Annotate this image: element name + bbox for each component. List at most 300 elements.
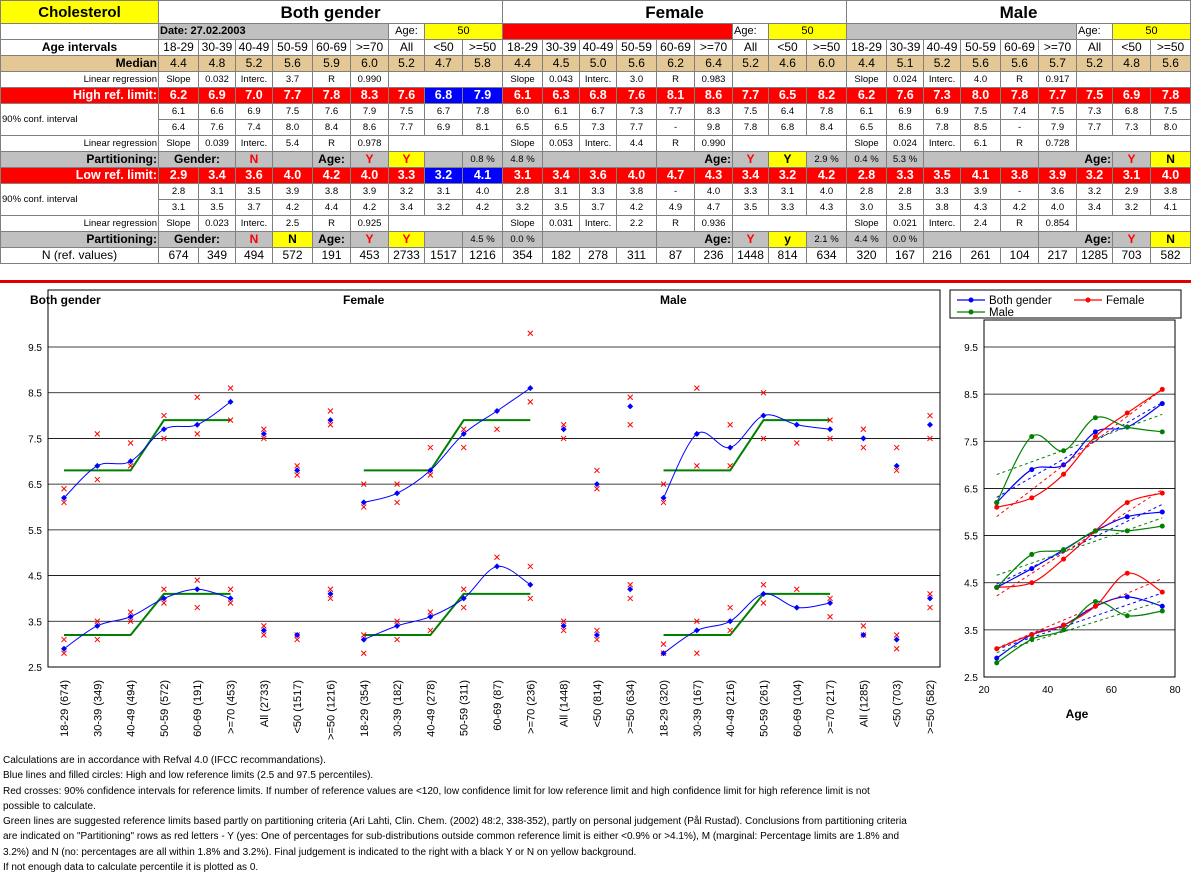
gender-value: N (236, 232, 273, 248)
median-label: Median (1, 56, 159, 72)
linreg-value: R (657, 216, 695, 232)
x-tick-label: >=70 (217) (825, 680, 838, 734)
y-tick-label: 3.5 (964, 625, 978, 637)
ci-value: 3.3 (769, 200, 807, 216)
n-value: 634 (807, 248, 847, 264)
n-value: 674 (159, 248, 199, 264)
x-tick-label: 18-29 (354) (358, 680, 371, 737)
series-marker (1160, 604, 1165, 609)
median-value: 5.1 (887, 56, 924, 72)
series-marker (1061, 623, 1066, 628)
age-part-label: Age: (657, 152, 733, 168)
low-ref-value: 3.1 (503, 168, 543, 184)
ci-value: 6.1 (847, 104, 887, 120)
series-marker (1160, 491, 1165, 496)
ci-value: 7.7 (1077, 120, 1113, 136)
ci-value: 7.9 (1039, 120, 1077, 136)
age-flag: Y (733, 232, 769, 248)
ci-value: 3.3 (580, 184, 617, 200)
series-marker (1160, 510, 1165, 515)
partitioning-label: Partitioning: (1, 152, 159, 168)
median-value: 5.2 (924, 56, 961, 72)
linreg-value: 0.039 (199, 136, 236, 152)
percent-value: 4.5 % (463, 232, 503, 248)
median-value: 4.8 (199, 56, 236, 72)
line-plot-frame (984, 320, 1175, 677)
series-marker (994, 660, 999, 665)
high-ref-value: 7.5 (1077, 88, 1113, 104)
n-value: 216 (924, 248, 961, 264)
column-header: <50 (425, 40, 463, 56)
ci-value: 3.8 (1151, 184, 1191, 200)
low-ref-value: 2.8 (847, 168, 887, 184)
n-value: 182 (543, 248, 580, 264)
linreg-label: Linear regression (1, 216, 159, 232)
median-value: 4.7 (425, 56, 463, 72)
linreg-value: Interc. (236, 216, 273, 232)
n-value: 453 (351, 248, 389, 264)
date-label: Date: 27.02.2003 (159, 24, 389, 40)
footnote-line: Calculations are in accordance with Refval 4.0 (IFCC recommandations). (3, 755, 326, 766)
series-marker (1029, 632, 1034, 637)
ci-value: 4.2 (273, 200, 313, 216)
median-value: 5.6 (617, 56, 657, 72)
n-value: 167 (887, 248, 924, 264)
ci-value: 8.5 (961, 120, 1001, 136)
x-tick-label: All (2733) (258, 680, 271, 728)
ci-value: 6.0 (503, 104, 543, 120)
age-label: Age: (1077, 24, 1113, 40)
column-header: 50-59 (273, 40, 313, 56)
column-header: <50 (769, 40, 807, 56)
median-value: 5.6 (1151, 56, 1191, 72)
ci-value: 3.6 (1039, 184, 1077, 200)
series-marker (1061, 557, 1066, 562)
median-value: 5.9 (313, 56, 351, 72)
ci-value: 7.5 (1151, 104, 1191, 120)
age-flag: Y (351, 152, 389, 168)
low-ref-value: 3.1 (1113, 168, 1151, 184)
ci-value: 6.1 (543, 104, 580, 120)
y-tick-label: 6.5 (964, 484, 978, 496)
low-ref-value: 3.2 (1077, 168, 1113, 184)
n-value: 278 (580, 248, 617, 264)
ci-value: 3.1 (199, 184, 236, 200)
ci-value: 3.3 (924, 184, 961, 200)
median-value: 5.6 (273, 56, 313, 72)
age-flag: Y (351, 232, 389, 248)
age-flag-final: y (769, 232, 807, 248)
ci-value: 3.2 (425, 200, 463, 216)
series-marker (1125, 425, 1130, 430)
ci-value: 8.3 (695, 104, 733, 120)
high-ref-value: 7.8 (1151, 88, 1191, 104)
high-ref-value: 6.2 (847, 88, 887, 104)
ci-value: 3.2 (1077, 184, 1113, 200)
high-ref-value: 7.8 (1001, 88, 1039, 104)
ci-value: - (1001, 120, 1039, 136)
percent-value: 5.3 % (887, 152, 924, 168)
n-value: 1285 (1077, 248, 1113, 264)
x-tick-label: >=70 (236) (525, 680, 538, 734)
series-marker (1125, 500, 1130, 505)
ci-value: 7.5 (1039, 104, 1077, 120)
x-tick-label: All (1285) (858, 680, 871, 728)
age-flag-final: Y (389, 232, 425, 248)
high-ref-value: 6.2 (159, 88, 199, 104)
ci-value: 7.4 (1001, 104, 1039, 120)
series-marker (1160, 590, 1165, 595)
ci-value: 3.9 (351, 184, 389, 200)
series-marker (1029, 495, 1034, 500)
column-header: >=70 (1039, 40, 1077, 56)
ci-value: 3.3 (733, 184, 769, 200)
ci-value: 7.7 (617, 120, 657, 136)
ci-value: 6.9 (425, 120, 463, 136)
legend-marker (969, 298, 974, 303)
legend-label: Both gender (989, 295, 1052, 307)
series-marker (1160, 401, 1165, 406)
ci-value: 3.1 (159, 200, 199, 216)
linreg-value: Interc. (580, 216, 617, 232)
ci-value: 2.9 (1113, 184, 1151, 200)
n-value: 191 (313, 248, 351, 264)
x-tick-label: <50 (703) (891, 680, 904, 728)
y-tick-label: 5.5 (28, 525, 42, 537)
linreg-value: 4.4 (617, 136, 657, 152)
x-tick-label: >=50 (1216) (325, 680, 338, 740)
linreg-value: Interc. (580, 136, 617, 152)
x-tick-label: 50-59 (261) (758, 680, 771, 737)
ci-value: 2.8 (887, 184, 924, 200)
ci-value: 7.5 (273, 104, 313, 120)
low-ref-value: 4.2 (313, 168, 351, 184)
ci-value: 7.5 (961, 104, 1001, 120)
median-value: 4.8 (1113, 56, 1151, 72)
y-tick-label: 7.5 (28, 434, 42, 446)
x-tick-label: All (1448) (558, 680, 571, 728)
high-ref-label: High ref. limit: (1, 88, 159, 104)
x-tick-label: >=70 (453) (225, 680, 238, 734)
linreg-value: Interc. (924, 136, 961, 152)
column-header: 60-69 (657, 40, 695, 56)
median-value: 5.6 (1001, 56, 1039, 72)
y-tick-label: 2.5 (964, 673, 978, 684)
ci-value: 7.8 (807, 104, 847, 120)
ci-value: 6.1 (159, 104, 199, 120)
column-header: >=70 (695, 40, 733, 56)
y-tick-label: 6.5 (28, 480, 42, 492)
ci-value: 4.1 (1151, 200, 1191, 216)
n-value: 104 (1001, 248, 1039, 264)
high-ref-value: 6.9 (199, 88, 236, 104)
ci-value: 6.4 (769, 104, 807, 120)
series-marker (1125, 411, 1130, 416)
linreg-value: 0.023 (199, 216, 236, 232)
footnote-line: 3.2%) and N (no: percentages are all within 1.8% and 3.2%). Final judgement is indicated to the right with a black Y or N on yellow background. (3, 846, 637, 858)
percent-value: 0.4 % (847, 152, 887, 168)
n-value: 1448 (733, 248, 769, 264)
footnote-line: If not enough data to calculate percentile it is plotted as 0. (3, 862, 259, 874)
x-tick-label: 60-69 (104) (791, 680, 804, 737)
column-header: 30-39 (199, 40, 236, 56)
ci-value: 3.1 (425, 184, 463, 200)
age-part-label: Age: (657, 232, 733, 248)
table-title: Cholesterol (1, 1, 159, 24)
ci-value: 6.9 (236, 104, 273, 120)
series-marker (1093, 528, 1098, 533)
high-ref-value: 6.3 (543, 88, 580, 104)
linreg-value: 0.917 (1039, 72, 1077, 88)
ci-value: 3.7 (580, 200, 617, 216)
series-marker (994, 505, 999, 510)
x-tick-label: 30-39 (182) (392, 680, 405, 737)
series-marker (1093, 429, 1098, 434)
series-marker (1160, 524, 1165, 529)
series-marker (1029, 637, 1034, 642)
ci-value: 9.8 (695, 120, 733, 136)
median-value: 4.4 (503, 56, 543, 72)
footnotes (3, 753, 988, 875)
median-value: 6.2 (657, 56, 695, 72)
column-header: 50-59 (961, 40, 1001, 56)
ci-value: 3.2 (503, 200, 543, 216)
series-marker (1125, 571, 1130, 576)
column-header: >=50 (807, 40, 847, 56)
low-ref-value: 3.6 (236, 168, 273, 184)
low-ref-value: 3.2 (425, 168, 463, 184)
high-ref-value: 6.8 (580, 88, 617, 104)
linreg-value: 2.4 (961, 216, 1001, 232)
partitioning-label: Partitioning: (1, 232, 159, 248)
linreg-value: Slope (503, 136, 543, 152)
legend-box (950, 290, 1181, 318)
ci-value: 6.4 (159, 120, 199, 136)
x-tick-label: >=50 (582) (925, 680, 937, 734)
legend-marker (969, 310, 974, 315)
ci-label: 90% conf. interval (1, 184, 159, 216)
ci-value: 3.7 (236, 200, 273, 216)
ci-value: 3.5 (199, 200, 236, 216)
x-tick-label: 80 (1169, 685, 1181, 696)
footnote-line: Red crosses: 90% confidence intervals for reference limits. If number of reference values are <120, low confidence limit for low reference limit and high confidence limit for high reference limit is not (3, 785, 870, 797)
age-part-label: Age: (313, 152, 351, 168)
age-flag: Y (1113, 152, 1151, 168)
group-title-both: Both gender (159, 1, 503, 24)
series-marker (1061, 472, 1066, 477)
footnote-line: are indicated on "Partitioning" rows as red letters - Y (yes: One of percentages for sub-distributions outside common reference limit is either <0.9% or >4.1%), M (marginal: Percentage limits are 1.8% and (3, 831, 900, 843)
linreg-value: R (1001, 216, 1039, 232)
panel-title: Female (343, 293, 385, 307)
n-value: 494 (236, 248, 273, 264)
x-tick-label: 60 (1105, 685, 1117, 696)
age-value: 50 (425, 24, 503, 40)
ci-value: 6.7 (425, 104, 463, 120)
x-tick-label: 30-39 (349) (92, 680, 105, 737)
low-ref-value: 3.9 (1039, 168, 1077, 184)
ci-value: 2.8 (503, 184, 543, 200)
median-value: 5.8 (463, 56, 503, 72)
ci-value: 8.1 (463, 120, 503, 136)
ci-value: 2.8 (847, 184, 887, 200)
linreg-value: 2.2 (617, 216, 657, 232)
high-ref-value: 8.6 (695, 88, 733, 104)
x-tick-label: <50 (814) (591, 680, 604, 728)
series-marker (1029, 580, 1034, 585)
x-tick-label: 40-49 (278) (425, 680, 438, 737)
column-header: >=50 (1151, 40, 1191, 56)
ci-value: 4.0 (463, 184, 503, 200)
high-ref-value: 8.1 (657, 88, 695, 104)
ci-value: 7.4 (236, 120, 273, 136)
x-axis-label: Age (1065, 707, 1089, 721)
high-ref-value: 6.9 (1113, 88, 1151, 104)
ci-value: 7.6 (313, 104, 351, 120)
low-ref-value: 3.5 (924, 168, 961, 184)
ci-value: 6.7 (580, 104, 617, 120)
n-value: 261 (961, 248, 1001, 264)
ci-value: 4.0 (695, 184, 733, 200)
series-marker (1061, 547, 1066, 552)
series-marker (1029, 467, 1034, 472)
linreg-value: 0.024 (887, 72, 924, 88)
ci-value: 8.0 (273, 120, 313, 136)
linreg-value: Slope (159, 136, 199, 152)
ci-label: 90% conf. interval (1, 104, 159, 136)
high-ref-value: 7.7 (273, 88, 313, 104)
low-ref-value: 3.4 (199, 168, 236, 184)
high-ref-value: 6.5 (769, 88, 807, 104)
percent-value: 4.4 % (847, 232, 887, 248)
ci-value: 8.6 (887, 120, 924, 136)
ci-value: 7.6 (199, 120, 236, 136)
ci-value: 4.3 (807, 200, 847, 216)
x-tick-label: >=50 (634) (625, 680, 638, 734)
series-marker (1061, 448, 1066, 453)
linreg-value: 0.978 (351, 136, 389, 152)
series-marker (1160, 387, 1165, 392)
y-tick-label: 3.5 (28, 617, 42, 629)
n-value: 236 (695, 248, 733, 264)
series-marker (1125, 514, 1130, 519)
legend-label: Male (989, 307, 1014, 319)
age-flag-final: N (1151, 152, 1191, 168)
x-tick-label: 60-69 (87) (492, 680, 504, 731)
y-tick-label: 2.5 (28, 663, 42, 674)
ci-value: 3.0 (847, 200, 887, 216)
ci-value: 3.5 (887, 200, 924, 216)
y-tick-label: 8.5 (28, 388, 42, 400)
high-ref-value: 7.7 (733, 88, 769, 104)
ci-value: 7.8 (463, 104, 503, 120)
ci-value: 4.2 (463, 200, 503, 216)
x-tick-label: 18-29 (674) (59, 680, 71, 737)
ci-value: 6.9 (924, 104, 961, 120)
median-value: 5.2 (389, 56, 425, 72)
column-header: >=50 (463, 40, 503, 56)
ci-value: 7.3 (580, 120, 617, 136)
ci-value: 4.7 (695, 200, 733, 216)
ci-value: 4.2 (351, 200, 389, 216)
ci-value: 3.2 (389, 184, 425, 200)
ci-value: 7.3 (617, 104, 657, 120)
ci-value: 3.8 (617, 184, 657, 200)
series-marker (1029, 552, 1034, 557)
low-ref-value: 3.2 (769, 168, 807, 184)
age-intervals-label: Age intervals (1, 40, 159, 56)
ci-value: 7.5 (389, 104, 425, 120)
low-ref-value: 2.9 (159, 168, 199, 184)
age-flag: Y (733, 152, 769, 168)
ci-value: 7.7 (389, 120, 425, 136)
column-header: 30-39 (887, 40, 924, 56)
column-header: 60-69 (1001, 40, 1039, 56)
high-ref-value: 7.6 (389, 88, 425, 104)
linreg-value: 6.1 (961, 136, 1001, 152)
x-tick-label: 50-59 (311) (458, 680, 471, 737)
x-tick-label: 18-29 (320) (658, 680, 671, 737)
ci-value: 3.9 (961, 184, 1001, 200)
percent-value: 2.9 % (807, 152, 847, 168)
series-marker (994, 646, 999, 651)
linreg-value: 0.043 (543, 72, 580, 88)
series-marker (1125, 613, 1130, 618)
linreg-value: Slope (159, 72, 199, 88)
ci-value: 6.5 (543, 120, 580, 136)
percent-value: 0.0 % (887, 232, 924, 248)
ci-value: 4.2 (617, 200, 657, 216)
linreg-value: 0.854 (1039, 216, 1077, 232)
low-ref-value: 3.3 (389, 168, 425, 184)
series-marker (1061, 627, 1066, 632)
percent-value: 0.0 % (503, 232, 543, 248)
linreg-label: Linear regression (1, 72, 159, 88)
age-part-label: Age: (313, 232, 351, 248)
linreg-value: 3.0 (617, 72, 657, 88)
linreg-value: Slope (159, 216, 199, 232)
x-tick-label: 30-39 (167) (691, 680, 704, 737)
linreg-value: 0.024 (887, 136, 924, 152)
low-ref-value: 4.7 (657, 168, 695, 184)
ci-value: 4.0 (807, 184, 847, 200)
ci-value: 3.5 (543, 200, 580, 216)
column-header: 30-39 (543, 40, 580, 56)
group-title-female: Female (503, 1, 847, 24)
column-header: 18-29 (503, 40, 543, 56)
column-header: 18-29 (159, 40, 199, 56)
n-value: 1517 (425, 248, 463, 264)
series-marker (1093, 599, 1098, 604)
series-marker (1093, 434, 1098, 439)
age-flag: Y (1113, 232, 1151, 248)
low-ref-value: 4.0 (617, 168, 657, 184)
high-ref-value: 8.0 (961, 88, 1001, 104)
median-value: 6.0 (807, 56, 847, 72)
linreg-value: 0.021 (887, 216, 924, 232)
linreg-value: Slope (847, 136, 887, 152)
ci-value: 8.4 (807, 120, 847, 136)
low-ref-value: 4.1 (463, 168, 503, 184)
high-ref-value: 7.3 (924, 88, 961, 104)
high-ref-value: 7.0 (236, 88, 273, 104)
ci-value: 8.0 (1151, 120, 1191, 136)
legend-label: Female (1106, 295, 1145, 307)
median-value: 4.4 (159, 56, 199, 72)
x-tick-label: 40-49 (494) (125, 680, 138, 737)
series-marker (994, 500, 999, 505)
n-value: 572 (273, 248, 313, 264)
linreg-value: 0.053 (543, 136, 580, 152)
